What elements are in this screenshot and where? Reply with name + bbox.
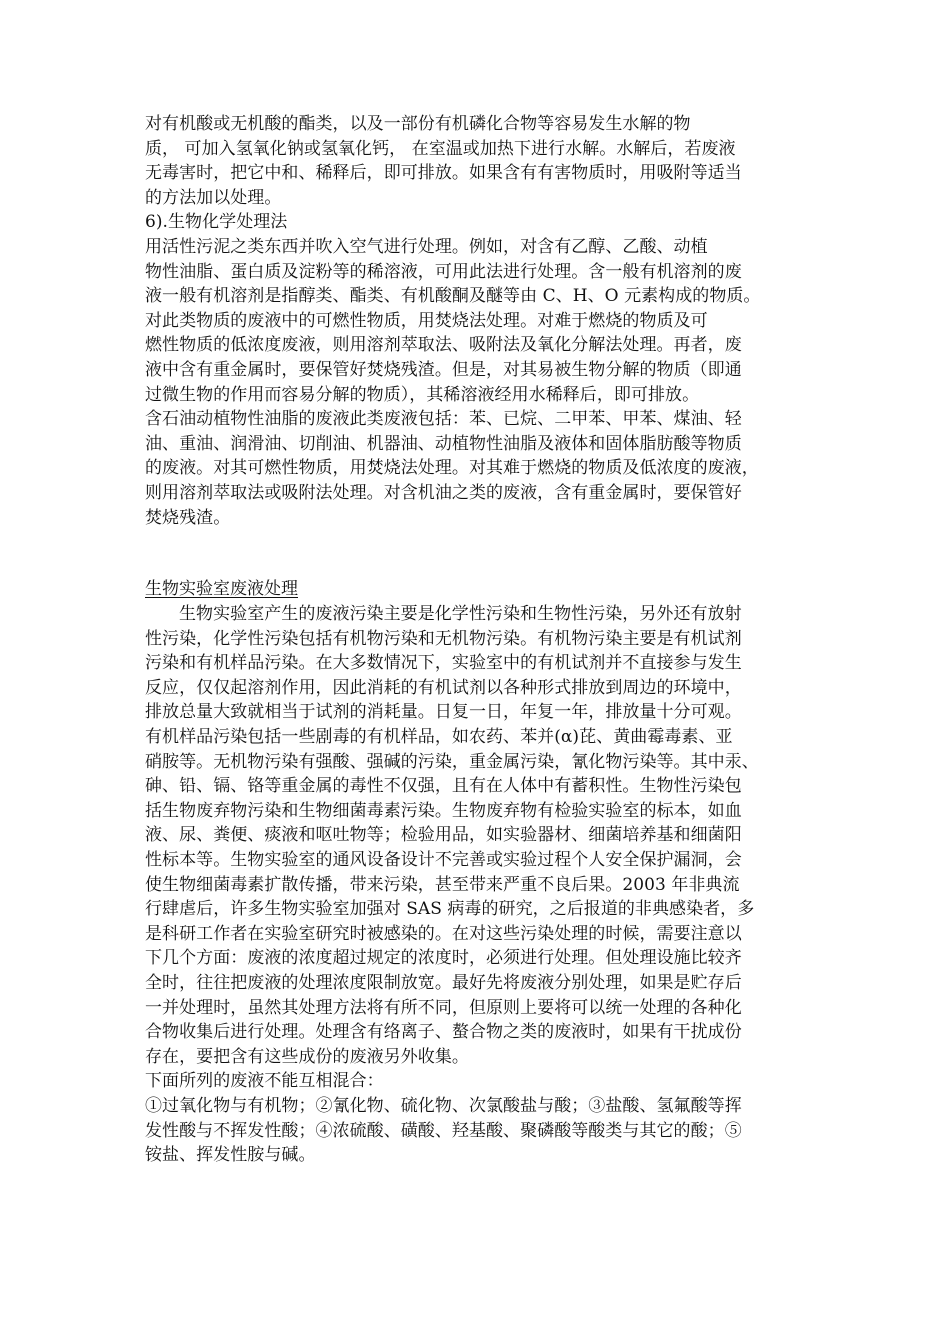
text-line: 对此类物质的废液中的可燃性物质，用焚烧法处理。对难于燃烧的物质及可 [145, 310, 708, 331]
text-line: 铵盐、挥发性胺与碱。 [145, 1145, 316, 1166]
text-line: 反应，仅仅起溶剂作用，因此消耗的有机试剂以各种形式排放到周边的环境中， [145, 677, 742, 698]
text-line: 一并处理时，虽然其处理方法将有所不同，但原则上要将可以统一处理的各种化 [145, 997, 742, 1018]
text-line: 质， 可加入氢氧化钠或氢氧化钙， 在室温或加热下进行水解。水解后，若废液 [145, 138, 736, 159]
text-line: 合物收集后进行处理。处理含有络离子、螯合物之类的废液时，如果有干扰成份 [145, 1022, 742, 1043]
text-line: 存在，要把含有这些成份的废液另外收集。 [145, 1046, 469, 1067]
text-line: 焚烧残渣。 [145, 507, 231, 528]
text-line: 排放总量大致就相当于试剂的消耗量。日复一日，年复一年，排放量十分可观。 [145, 702, 742, 723]
section-bio-lab-waste [145, 577, 811, 1168]
text-line: 物性油脂、蛋白质及淀粉等的稀溶液，可用此法进行处理。含一般有机溶剂的废 [145, 261, 742, 282]
text-line: 用活性污泥之类东西并吹入空气进行处理。例如，对含有乙醇、乙酸、动植 [145, 236, 708, 257]
text-line: 无毒害时，把它中和、稀释后，即可排放。如果含有有害物质时，用吸附等适当 [145, 163, 742, 184]
text-line: 的方法加以处理。 [145, 187, 282, 208]
text-line: 使生物细菌毒素扩散传播，带来污染，甚至带来严重不良后果。2003 年非典流 [145, 874, 740, 895]
section-gap [145, 530, 811, 577]
text-line: 过微生物的作用而容易分解的物质），其稀溶液经用水稀释后，即可排放。 [145, 384, 700, 405]
text-line: 的废液。对其可燃性物质，用焚烧法处理。对其难于燃烧的物质及低浓度的废液， [145, 458, 759, 479]
text-line: 含石油动植物性油脂的废液此类废液包括：苯、已烷、二甲苯、甲苯、煤油、轻 [145, 409, 742, 430]
text-line: 燃性物质的低浓度废液，则用溶剂萃取法、吸附法及氧化分解法处理。再者，废 [145, 335, 742, 356]
text-line: 则用溶剂萃取法或吸附法处理。对含机油之类的废液，含有重金属时，要保管好 [145, 482, 742, 503]
text-line: 行肆虐后，许多生物实验室加强对 SAS 病毒的研究，之后报道的非典感染者，多 [145, 899, 755, 920]
text-line: 液一般有机溶剂是指醇类、酯类、有机酸酮及醚等由 C、H、O 元素构成的物质。 [145, 286, 761, 307]
text-line: 液、尿、粪便、痰液和呕吐物等；检验用品，如实验器材、细菌培养基和细菌阳 [145, 825, 742, 846]
text-line: 砷、铅、镉、铬等重金属的毒性不仅强，且有在人体中有蓄积性。生物性污染包 [145, 776, 742, 797]
text-line: ①过氧化物与有机物；②氰化物、硫化物、次氯酸盐与酸；③盐酸、氢氟酸等挥 [145, 1095, 742, 1116]
section-title [145, 577, 811, 602]
text-line: 发性酸与不挥发性酸；④浓硫酸、磺酸、羟基酸、聚磷酸等酸类与其它的酸；⑤ [145, 1120, 742, 1141]
text-line: 括生物废弃物污染和生物细菌毒素污染。生物废弃物有检验实验室的标本，如血 [145, 800, 742, 821]
text-line: 下几个方面：废液的浓度超过规定的浓度时，必须进行处理。但处理设施比较齐 [145, 948, 742, 969]
text-line: 全时，往往把废液的处理浓度限制放宽。最好先将废液分别处理，如果是贮存后 [145, 973, 742, 993]
section-hydrolysis-and-biochem [145, 112, 811, 530]
text-line: 有机样品污染包括一些剧毒的有机样品，如农药、苯并(α)芘、黄曲霉毒素、亚 [145, 727, 733, 748]
text-line: 污染和有机样品污染。在大多数情况下，实验室中的有机试剂并不直接参与发生 [145, 653, 742, 674]
section-title-text: 生物实验室废液处理 [145, 579, 298, 600]
text-line: 生物实验室产生的废液污染主要是化学性污染和生物性污染，另外还有放射 [179, 604, 742, 625]
text-line: 对有机酸或无机酸的酯类，以及一部份有机磷化合物等容易发生水解的物 [145, 114, 691, 134]
list-intro: 下面所列的废液不能互相混合： [145, 1071, 384, 1092]
document-page [145, 112, 811, 1168]
text-line: 是科研工作者在实验室研究时被感染的。在对这些污染处理的时候，需要注意以 [145, 923, 742, 944]
text-line: 油、重油、润滑油、切削油、机器油、动植物性油脂及液体和固体脂肪酸等物质 [145, 433, 742, 454]
text-line: 液中含有重金属时，要保管好焚烧残渣。但是，对其易被生物分解的物质（即通 [145, 359, 742, 380]
text-line: 硝胺等。无机物污染有强酸、强碱的污染，重金属污染，氰化物污染等。其中汞、 [145, 751, 759, 772]
subheading: 6).生物化学处理法 [145, 212, 288, 233]
text-line: 性标本等。生物实验室的通风设备设计不完善或实验过程个人安全保护漏洞，会 [145, 850, 742, 871]
text-line: 性污染，化学性污染包括有机物污染和无机物污染。有机物污染主要是有机试剂 [145, 628, 742, 649]
